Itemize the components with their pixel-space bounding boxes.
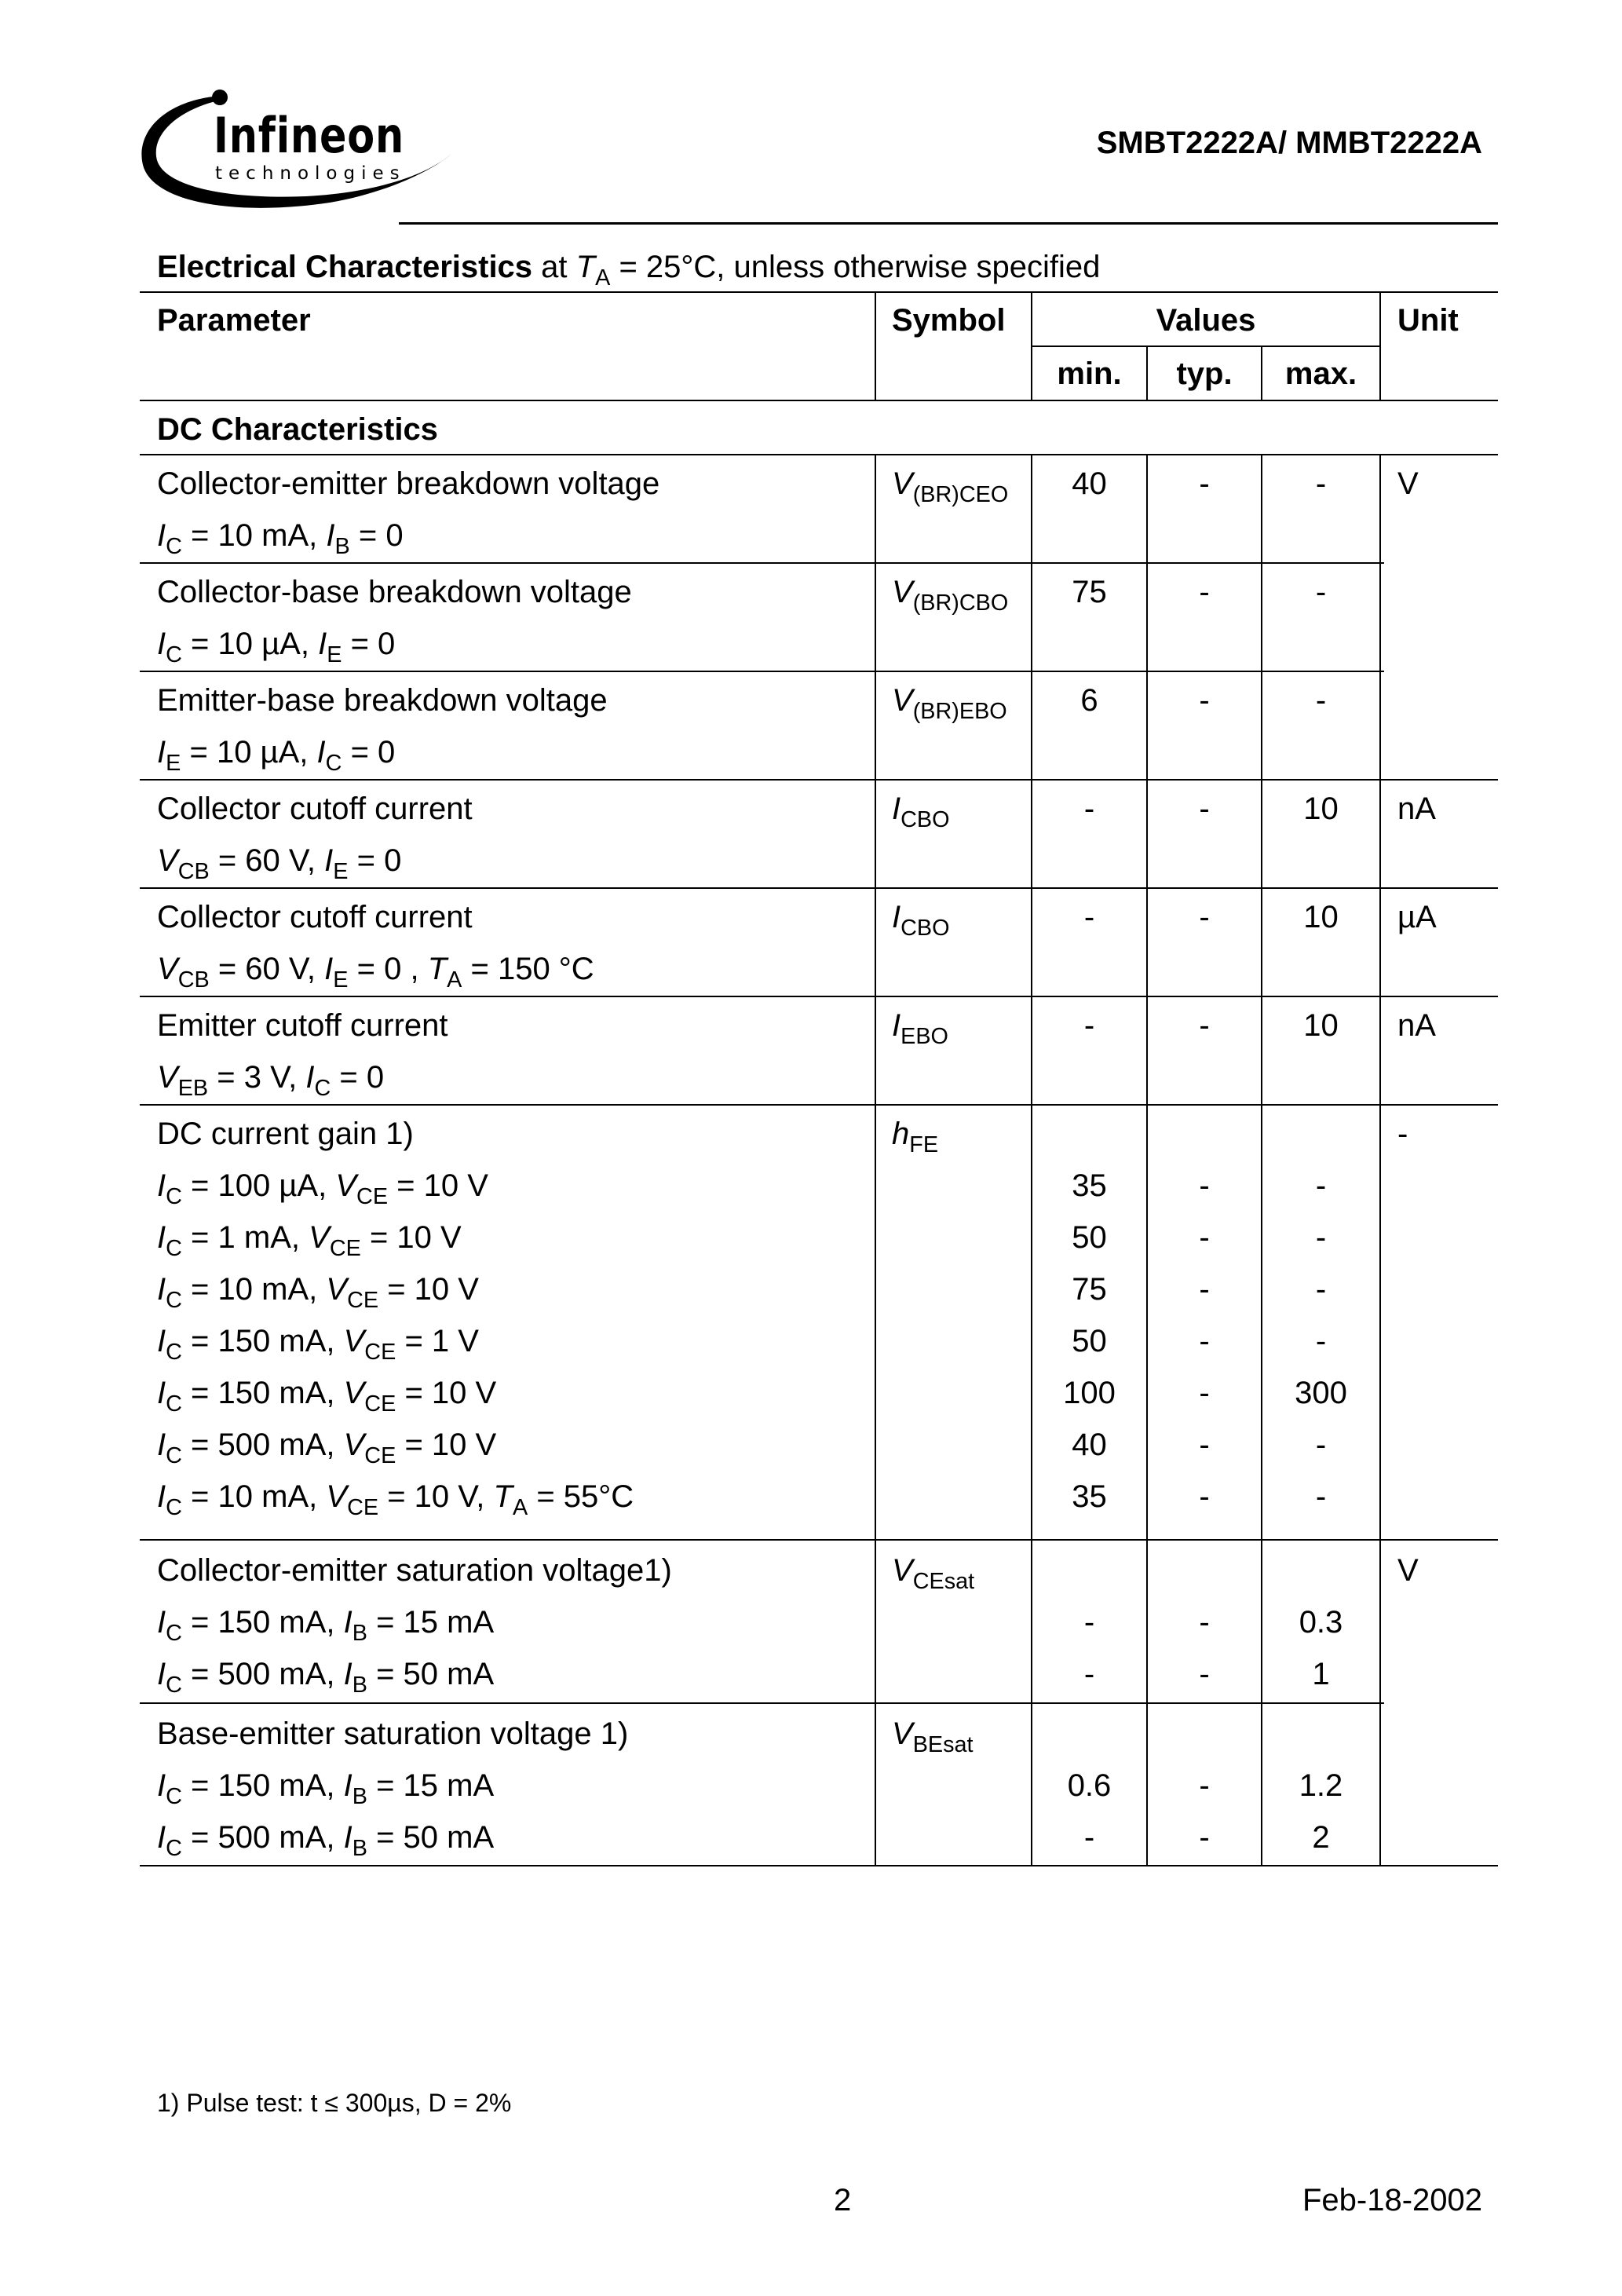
- logo-tagline: technologies: [215, 163, 406, 184]
- param-condition: $I_C = 10$ mA, $V_{CE} = 10$ V, $T_A = 55^\circ C$: [157, 1479, 634, 1521]
- value-min: 100: [1063, 1376, 1116, 1410]
- param-symbol: $V_{(BR)EBO}$: [892, 683, 1007, 725]
- document-date: Feb-18-2002: [1302, 2183, 1482, 2217]
- value-max: 10: [1303, 1008, 1339, 1043]
- param-symbol: $V_{CEsat}$: [892, 1553, 975, 1595]
- caption-var: T: [575, 250, 596, 284]
- header-unit: Unit: [1397, 303, 1459, 338]
- value-min: -: [1083, 1605, 1095, 1640]
- value-min: -: [1083, 1657, 1095, 1691]
- value-typ: -: [1199, 1272, 1210, 1307]
- caption-rest: = 25°C, unless otherwise specified: [619, 250, 1101, 284]
- value-max: -: [1315, 1220, 1327, 1255]
- value-max: -: [1315, 683, 1327, 718]
- value-unit: V: [1397, 466, 1419, 501]
- value-max: 0.3: [1299, 1605, 1343, 1640]
- header-min: min.: [1057, 356, 1122, 391]
- param-condition: $I_C = 1$ mA, $V_{CE} = 10$ V: [157, 1220, 462, 1262]
- header-values: Values: [1156, 303, 1256, 338]
- value-min: -: [1083, 900, 1095, 934]
- param-condition: $I_E = 10$ µA, $I_C = 0$: [157, 735, 396, 777]
- header-typ: typ.: [1176, 356, 1233, 391]
- value-min: 6: [1080, 683, 1098, 718]
- value-min: 40: [1072, 466, 1107, 501]
- param-name: Collector-emitter saturation voltage1): [157, 1553, 672, 1588]
- caption-at: at: [541, 250, 568, 284]
- param-condition: $I_C = 150$ mA, $V_{CE} = 1$ V: [157, 1324, 479, 1366]
- param-condition: $V_{CB} = 60$ V, $I_E = 0$ , $T_A = 150$ °C: [157, 952, 594, 993]
- value-max: -: [1315, 1428, 1327, 1462]
- param-condition: $I_C = 10$ mA, $I_B = 0$: [157, 518, 404, 560]
- value-max: -: [1315, 1272, 1327, 1307]
- value-typ: -: [1199, 1479, 1210, 1514]
- param-condition: $I_C = 500$ mA, $I_B = 50$ mA: [157, 1657, 495, 1698]
- param-name: Emitter cutoff current: [157, 1008, 448, 1043]
- value-min: 0.6: [1067, 1768, 1112, 1803]
- value-min: -: [1083, 792, 1095, 826]
- param-condition: $V_{CB} = 60$ V, $I_E = 0$: [157, 843, 402, 885]
- value-typ: -: [1199, 466, 1210, 501]
- param-symbol: $I_{EBO}$: [892, 1008, 948, 1050]
- logo-wordmark: Infineon: [214, 107, 405, 164]
- param-name: Collector cutoff current: [157, 900, 473, 934]
- value-min: -: [1083, 1820, 1095, 1855]
- param-symbol: $V_{(BR)CEO}$: [892, 466, 1009, 508]
- value-min: 35: [1072, 1168, 1107, 1203]
- value-typ: -: [1199, 900, 1210, 934]
- param-condition: $I_C = 150$ mA, $V_{CE} = 10$ V: [157, 1376, 497, 1417]
- value-typ: -: [1199, 683, 1210, 718]
- header-symbol: Symbol: [892, 303, 1006, 338]
- value-typ: -: [1199, 1820, 1210, 1855]
- value-typ: -: [1199, 575, 1210, 609]
- param-condition: $I_C = 100$ µA, $V_{CE} = 10$ V: [157, 1168, 488, 1210]
- value-min: 40: [1072, 1428, 1107, 1462]
- value-typ: -: [1199, 1428, 1210, 1462]
- header-rule: [399, 222, 1498, 225]
- value-typ: -: [1199, 1008, 1210, 1043]
- value-min: 35: [1072, 1479, 1107, 1514]
- value-typ: -: [1199, 792, 1210, 826]
- param-symbol: $h_{FE}$: [892, 1117, 939, 1158]
- page-number: 2: [834, 2183, 852, 2217]
- param-symbol: $V_{(BR)CBO}$: [892, 575, 1009, 616]
- document-title: SMBT2222A/ MMBT2222A: [1096, 126, 1482, 160]
- caption-var-sub: A: [595, 265, 611, 291]
- value-max: -: [1315, 1479, 1327, 1514]
- value-unit: µA: [1397, 900, 1437, 934]
- value-max: 300: [1295, 1376, 1347, 1410]
- param-name: DC current gain 1): [157, 1117, 414, 1151]
- param-condition: $I_C = 500$ mA, $I_B = 50$ mA: [157, 1820, 495, 1862]
- value-min: 50: [1072, 1324, 1107, 1358]
- param-name: Collector-base breakdown voltage: [157, 575, 632, 609]
- value-max: 1: [1312, 1657, 1330, 1691]
- value-typ: -: [1199, 1220, 1210, 1255]
- section-dc-characteristics: DC Characteristics: [157, 412, 438, 447]
- caption-bold: Electrical Characteristics: [157, 250, 533, 284]
- value-min: 75: [1072, 1272, 1107, 1307]
- infineon-logo: [133, 77, 463, 234]
- value-max: 1.2: [1299, 1768, 1343, 1803]
- value-unit: V: [1397, 1553, 1419, 1588]
- value-typ: -: [1199, 1324, 1210, 1358]
- value-max: 10: [1303, 900, 1339, 934]
- param-name: Base-emitter saturation voltage 1): [157, 1717, 629, 1751]
- header-max: max.: [1284, 356, 1357, 391]
- value-typ: -: [1199, 1605, 1210, 1640]
- param-symbol: $I_{CBO}$: [892, 900, 950, 941]
- value-unit: -: [1397, 1117, 1408, 1151]
- param-condition: $I_C = 10$ µA, $I_E = 0$: [157, 627, 396, 668]
- value-typ: -: [1199, 1768, 1210, 1803]
- value-typ: -: [1199, 1168, 1210, 1203]
- param-condition: $I_C = 150$ mA, $I_B = 15$ mA: [157, 1605, 495, 1647]
- value-min: -: [1083, 1008, 1095, 1043]
- param-symbol: $I_{CBO}$: [892, 792, 950, 833]
- value-max: -: [1315, 1168, 1327, 1203]
- param-condition: $V_{EB} = 3$ V, $I_C = 0$: [157, 1060, 385, 1102]
- table-caption: [157, 250, 1101, 291]
- value-unit: nA: [1397, 1008, 1436, 1043]
- value-typ: -: [1199, 1657, 1210, 1691]
- header-parameter: Parameter: [157, 303, 311, 338]
- param-name: Emitter-base breakdown voltage: [157, 683, 608, 718]
- value-typ: -: [1199, 1376, 1210, 1410]
- param-condition: $I_C = 500$ mA, $V_{CE} = 10$ V: [157, 1428, 497, 1469]
- footnote: 1) Pulse test: t ≤ 300µs, D = 2%: [157, 2089, 512, 2117]
- value-min: 50: [1072, 1220, 1107, 1255]
- param-condition: $I_C = 150$ mA, $I_B = 15$ mA: [157, 1768, 495, 1810]
- value-max: 2: [1312, 1820, 1330, 1855]
- value-min: 75: [1072, 575, 1107, 609]
- value-max: -: [1315, 575, 1327, 609]
- value-max: 10: [1303, 792, 1339, 826]
- value-unit: nA: [1397, 792, 1436, 826]
- param-condition: $I_C = 10$ mA, $V_{CE} = 10$ V: [157, 1272, 479, 1314]
- value-max: -: [1315, 1324, 1327, 1358]
- param-name: Collector cutoff current: [157, 792, 473, 826]
- param-symbol: $V_{BEsat}$: [892, 1717, 974, 1758]
- param-name: Collector-emitter breakdown voltage: [157, 466, 660, 501]
- value-max: -: [1315, 466, 1327, 501]
